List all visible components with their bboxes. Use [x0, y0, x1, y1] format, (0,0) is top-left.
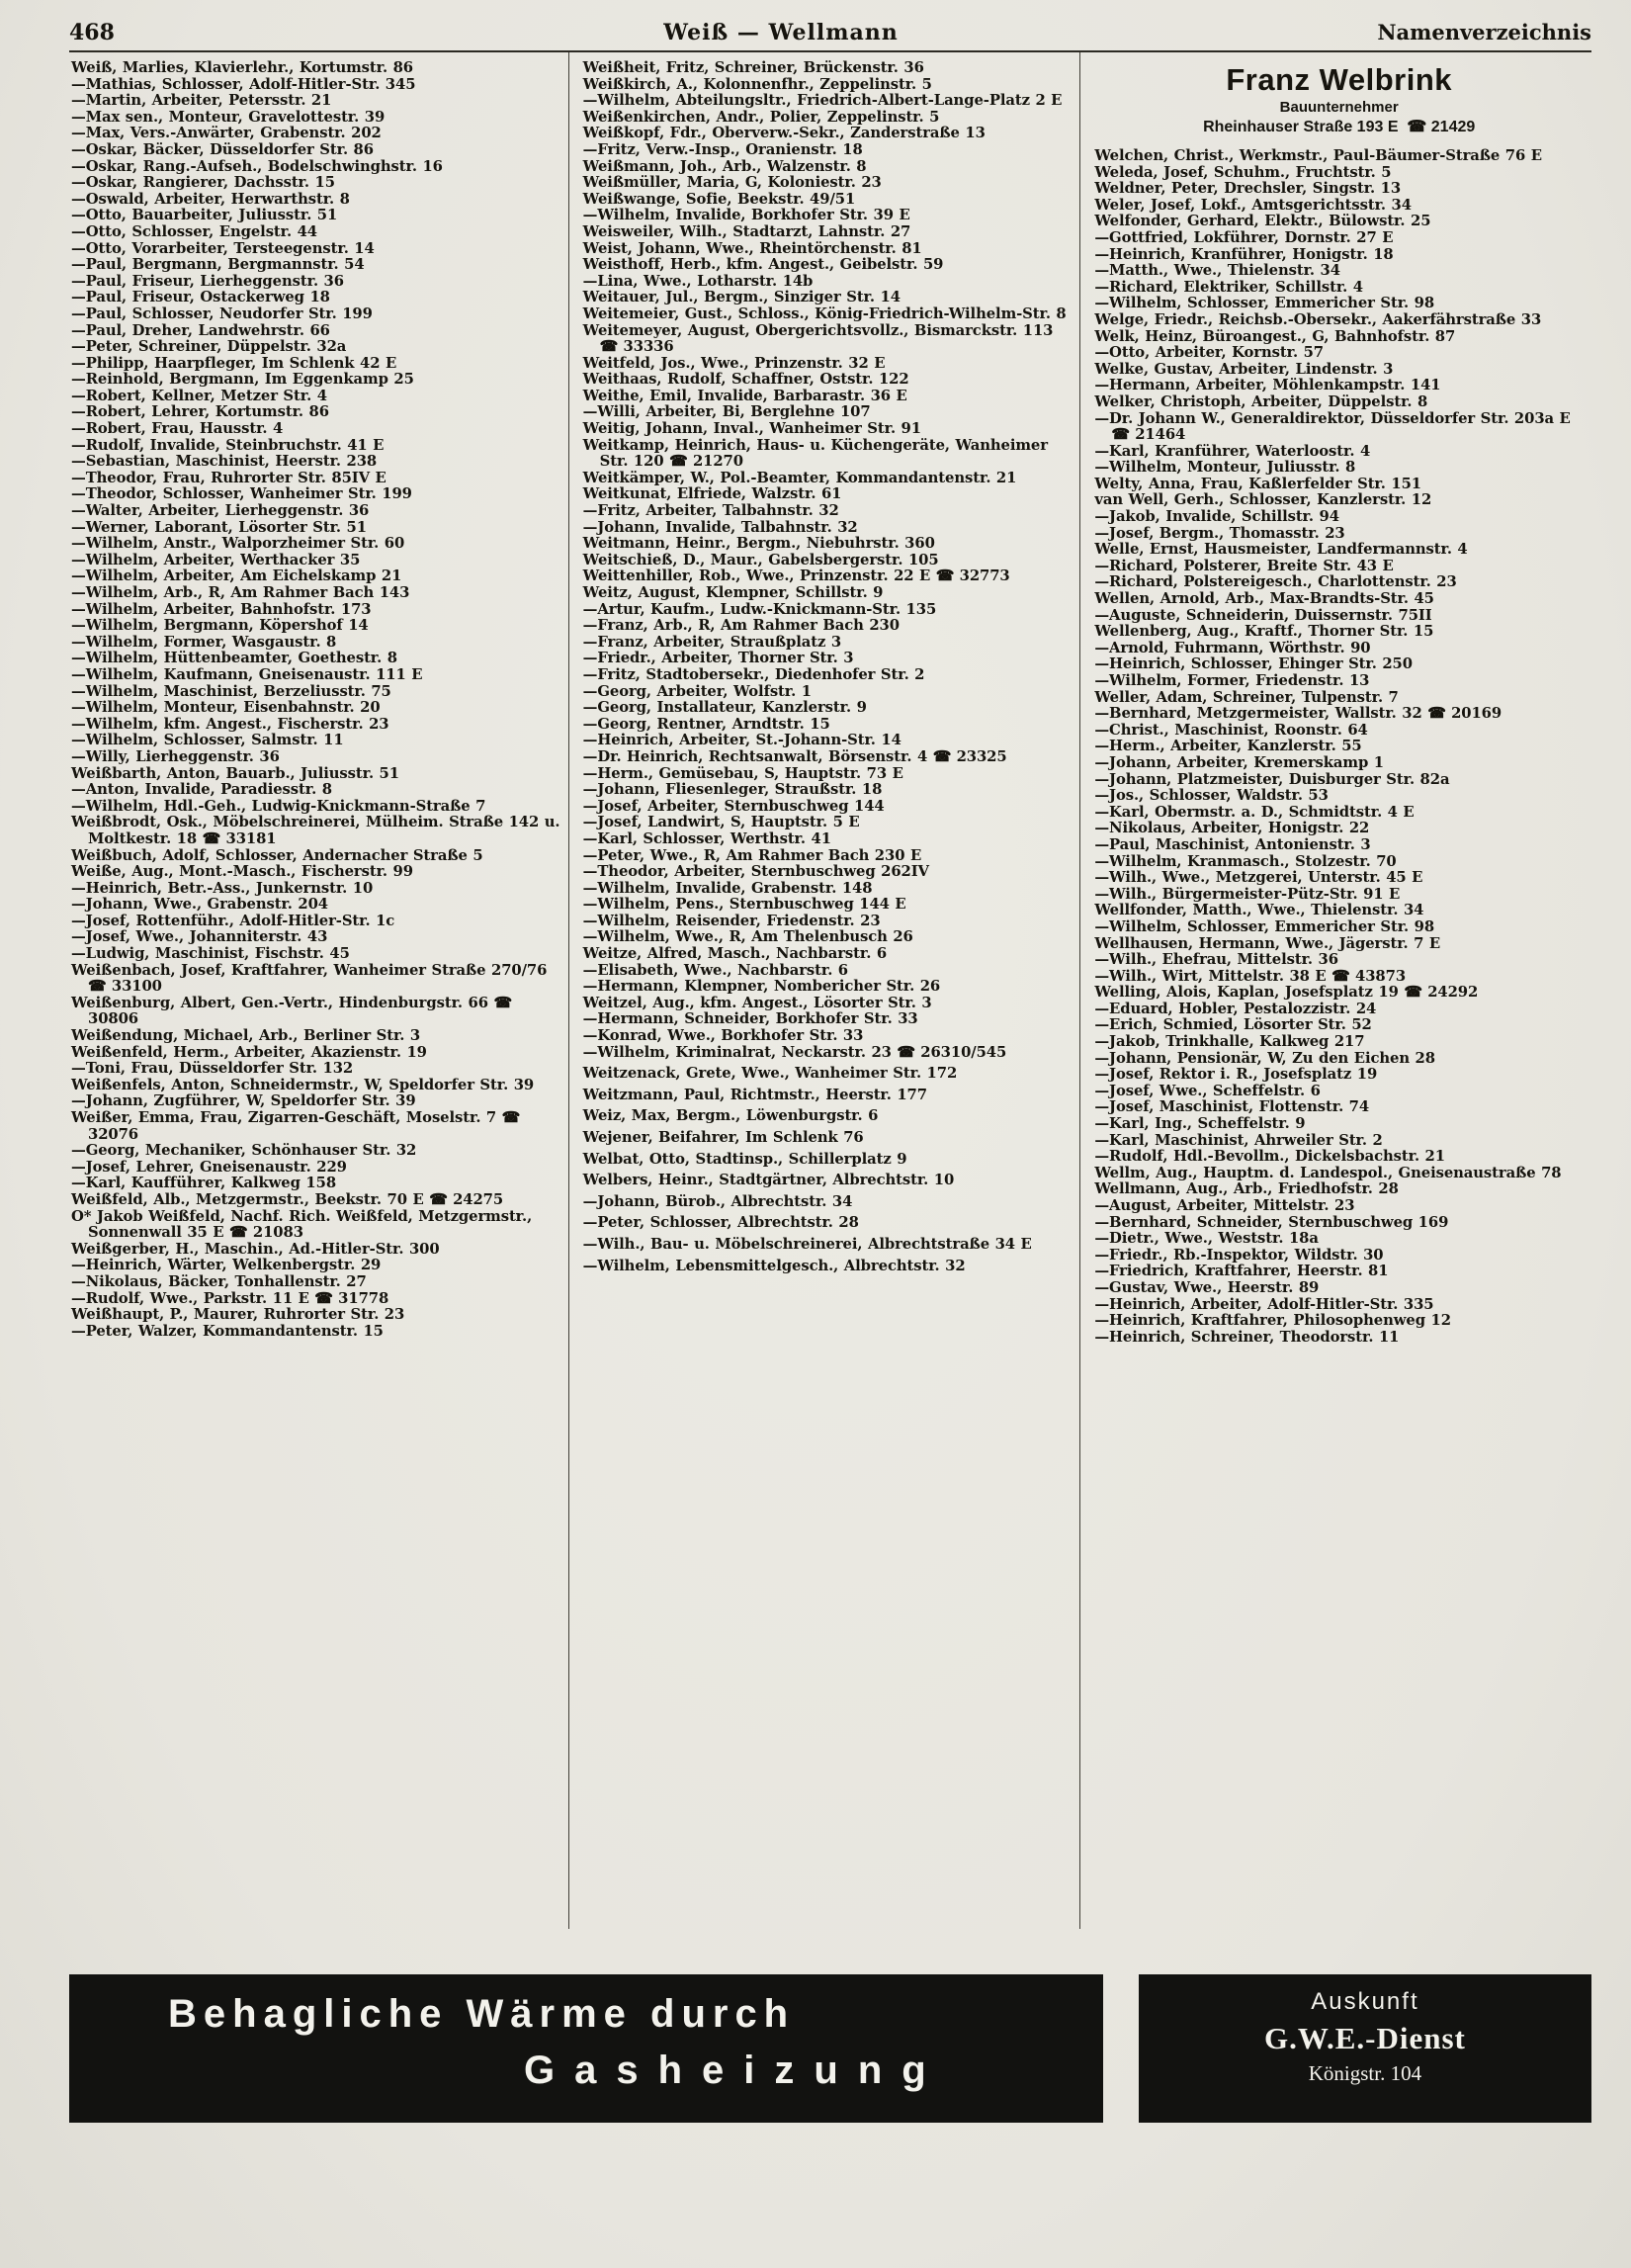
directory-entry: —Arnold, Fuhrmann, Wörthstr. 90: [1094, 639, 1371, 656]
directory-entry: —Otto, Bauarbeiter, Juliusstr. 51: [71, 207, 338, 224]
directory-entry: —Wilhelm, Arbeiter, Am Eichelskamp 21: [71, 567, 402, 585]
directory-entry: Welge, Friedr., Reichsb.-Obersekr., Aakerfährstraße 33: [1094, 310, 1542, 328]
directory-entry: —Nikolaus, Bäcker, Tonhallenstr. 27: [71, 1272, 367, 1290]
directory-entry: —Lina, Wwe., Lotharstr. 14b: [582, 272, 814, 290]
directory-entry: Welbers, Heinr., Stadtgärtner, Albrechtstr. 10: [582, 1172, 955, 1189]
welbrink-ad-address: [1094, 117, 1584, 136]
column-3: [1079, 52, 1591, 1929]
directory-entry: —Josef, Bergm., Thomasstr. 23: [1094, 524, 1345, 542]
directory-entry: —Max, Vers.-Anwärter, Grabenstr. 202: [71, 125, 382, 142]
directory-entry: —Willi, Arbeiter, Bi, Berglehne 107: [582, 403, 871, 421]
directory-entry: —Josef, Rektor i. R., Josefsplatz 19: [1094, 1066, 1378, 1084]
directory-entry: —Theodor, Frau, Ruhrorter Str. 85IV E: [71, 469, 386, 486]
directory-entry: —Wilhelm, Invalide, Grabenstr. 148: [582, 879, 873, 897]
directory-entry: Welbat, Otto, Stadtinsp., Schillerplatz 9: [582, 1150, 907, 1168]
directory-entry: Weißhaupt, P., Maurer, Ruhrorter Str. 23: [71, 1306, 405, 1324]
directory-entry: —Gottfried, Lokführer, Dornstr. 27 E: [1094, 228, 1394, 246]
directory-entry: —Jakob, Trinkhalle, Kalkweg 217: [1094, 1033, 1365, 1051]
directory-entry: Weißfeld, Alb., Metzgermstr., Beekstr. 70 E ☎ 24275: [71, 1190, 504, 1208]
directory-entry: Weitfeld, Jos., Wwe., Prinzenstr. 32 E: [582, 354, 886, 372]
directory-entry: —Karl, Maschinist, Ahrweiler Str. 2: [1094, 1131, 1383, 1149]
column-3-entries: [1094, 148, 1584, 1346]
welbrink-ad-name: Franz Welbrink: [1226, 62, 1452, 97]
directory-entry: —Eduard, Hobler, Pestalozzistr. 24: [1094, 1000, 1377, 1017]
directory-entry: —Jakob, Invalide, Schillstr. 94: [1094, 508, 1339, 526]
directory-entry: —Johann, Arbeiter, Kremerskamp 1: [1094, 753, 1384, 771]
directory-entry: Weler, Josef, Lokf., Amtsgerichtsstr. 34: [1094, 196, 1412, 214]
directory-entry: —Josef, Landwirt, S, Hauptstr. 5 E: [582, 814, 860, 831]
directory-entry: —Otto, Schlosser, Engelstr. 44: [71, 222, 317, 240]
gwe-ad-line3: Königstr. 104: [1308, 2061, 1422, 2085]
directory-entry: —Heinrich, Kraftfahrer, Philosophenweg 12: [1094, 1312, 1451, 1330]
directory-entry: —Rudolf, Wwe., Parkstr. 11 E ☎ 31778: [71, 1289, 389, 1307]
welbrink-ad: [1094, 62, 1584, 136]
directory-entry: Weithaas, Rudolf, Schaffner, Oststr. 122: [582, 371, 909, 389]
directory-entry: —Wilhelm, Kriminalrat, Neckarstr. 23 ☎ 26310/545: [582, 1043, 1007, 1061]
directory-entry: —Dietr., Wwe., Weststr. 18a: [1094, 1230, 1319, 1248]
directory-entry: —Dr. Johann W., Generaldirektor, Düsseldorfer Str. 203a E ☎ 21464: [1094, 409, 1571, 444]
directory-entry: —Wilh., Wwe., Metzgerei, Unterstr. 45 E: [1094, 869, 1423, 887]
directory-entry: —Wilh., Bau- u. Möbelschreinerei, Albrechtstraße 34 E: [582, 1235, 1032, 1253]
directory-entry: Weißendung, Michael, Arb., Berliner Str. 3: [71, 1027, 421, 1045]
column-2-entries: [583, 60, 1073, 1274]
directory-entry: —Josef, Wwe., Johanniterstr. 43: [71, 928, 328, 946]
directory-entry: —Erich, Schmied, Lösorter Str. 52: [1094, 1016, 1372, 1034]
directory-entry: —Werner, Laborant, Lösorter Str. 51: [71, 518, 367, 536]
directory-entry: Welke, Gustav, Arbeiter, Lindenstr. 3: [1094, 360, 1394, 378]
directory-entry: —Wilh., Ehefrau, Mittelstr. 36: [1094, 951, 1338, 969]
directory-entry: —Wilhelm, Schlosser, Emmericher Str. 98: [1094, 295, 1435, 312]
directory-entry: —Hermann, Schneider, Borkhofer Str. 33: [582, 1010, 918, 1028]
directory-entry: —Robert, Lehrer, Kortumstr. 86: [71, 403, 329, 421]
directory-entry: Weitemeyer, August, Obergerichtsvollz., Bismarckstr. 113 ☎ 33336: [582, 321, 1054, 356]
directory-entry: Weitkämper, W., Pol.-Beamter, Kommandantenstr. 21: [582, 469, 1017, 486]
welbrink-ad-phone: 21429: [1430, 119, 1476, 135]
directory-entry: —Heinrich, Schreiner, Theodorstr. 11: [1094, 1328, 1400, 1346]
directory-entry: —Josef, Rottenführ., Adolf-Hitler-Str. 1c: [71, 912, 395, 929]
directory-entry: —Josef, Lehrer, Gneisenaustr. 229: [71, 1158, 347, 1176]
directory-entry: —Karl, Kranführer, Waterloostr. 4: [1094, 442, 1371, 460]
directory-entry: Wellfonder, Matth., Wwe., Thielenstr. 34: [1094, 902, 1424, 919]
directory-entry: Weist, Johann, Wwe., Rheintörchenstr. 81: [582, 239, 922, 257]
directory-entry: —Heinrich, Schlosser, Ehinger Str. 250: [1094, 655, 1413, 673]
directory-entry: —Gustav, Wwe., Heerstr. 89: [1094, 1278, 1320, 1296]
directory-entry: —Oskar, Rangierer, Dachsstr. 15: [71, 174, 335, 192]
directory-entry: O* Jakob Weißfeld, Nachf. Rich. Weißfeld, Metzgermstr., Sonnenwall 35 E ☎ 21083: [71, 1207, 533, 1242]
directory-entry: —Wilhelm, Arb., R, Am Rahmer Bach 143: [71, 584, 410, 601]
directory-entry: Welker, Christoph, Arbeiter, Düppelstr. 8: [1094, 393, 1428, 410]
directory-entry: Weitemeier, Gust., Schloss., König-Friedrich-Wilhelm-Str. 8: [582, 305, 1067, 322]
gwe-ad-line2: G.W.E.-Dienst: [1263, 2021, 1466, 2055]
directory-entry: —Paul, Friseur, Ostackerweg 18: [71, 289, 330, 306]
directory-entry: Weitauer, Jul., Bergm., Sinziger Str. 14: [582, 289, 901, 306]
directory-entry: Weißbrodt, Osk., Möbelschreinerei, Mülheim. Straße 142 u. Moltkestr. 18 ☎ 33181: [71, 814, 560, 847]
directory-entry: —Matth., Wwe., Thielenstr. 34: [1094, 262, 1340, 280]
directory-entry: —Heinrich, Wärter, Welkenbergstr. 29: [71, 1257, 382, 1274]
directory-entry: —Wilhelm, Monteur, Eisenbahnstr. 20: [71, 699, 381, 717]
directory-entry: Wellen, Arnold, Arb., Max-Brandts-Str. 45: [1094, 590, 1434, 608]
directory-entry: —Jos., Schlosser, Waldstr. 53: [1094, 787, 1329, 805]
directory-entry: —Georg, Mechaniker, Schönhauser Str. 32: [71, 1142, 417, 1160]
directory-entry: Weitzmann, Paul, Richtmstr., Heerstr. 177: [582, 1086, 927, 1103]
directory-entry: —Walter, Arbeiter, Lierheggenstr. 36: [71, 502, 370, 520]
directory-entry: Welfonder, Gerhard, Elektr., Bülowstr. 25: [1094, 213, 1431, 230]
directory-entry: —Heinrich, Arbeiter, St.-Johann-Str. 14: [582, 732, 901, 749]
directory-entry: —Wilhelm, Former, Wasgaustr. 8: [71, 633, 337, 651]
directory-entry: —Peter, Wwe., R, Am Rahmer Bach 230 E: [582, 846, 922, 864]
directory-entry: Weitz, August, Klempner, Schillstr. 9: [582, 584, 884, 601]
directory-entry: Weißenfeld, Herm., Arbeiter, Akazienstr. 19: [71, 1043, 427, 1061]
directory-entry: —Oswald, Arbeiter, Herwarthstr. 8: [71, 190, 350, 208]
directory-entry: —Karl, Obermstr. a. D., Schmidtstr. 4 E: [1094, 803, 1415, 821]
directory-entry: Welty, Anna, Frau, Kaßlerfelder Str. 151: [1094, 475, 1421, 492]
directory-entry: —Karl, Ing., Scheffelstr. 9: [1094, 1115, 1306, 1133]
page-number: 468: [69, 20, 115, 45]
directory-entry: Weißgerber, H., Maschin., Ad.-Hitler-Str. 300: [71, 1240, 440, 1258]
directory-entry: Weitschieß, D., Maur., Gabelsbergerstr. 105: [582, 551, 939, 568]
directory-entry: Weittenhiller, Rob., Wwe., Prinzenstr. 22 E ☎ 32773: [582, 567, 1010, 585]
directory-entry: —Peter, Walzer, Kommandantenstr. 15: [71, 1322, 384, 1340]
directory-entry: —Johann, Fliesenleger, Straußstr. 18: [582, 781, 883, 799]
directory-entry: Weleda, Josef, Schuhm., Fruchtstr. 5: [1094, 163, 1392, 181]
directory-entry: —Willy, Lierheggenstr. 36: [71, 747, 280, 765]
directory-entry: —August, Arbeiter, Mittelstr. 23: [1094, 1197, 1355, 1214]
directory-entry: Wellenberg, Aug., Kraftf., Thorner Str. 15: [1094, 623, 1434, 641]
directory-entry: Weißkirch, A., Kolonnenfhr., Zeppelinstr. 5: [582, 75, 932, 93]
directory-entry: —Wilhelm, Bergmann, Köpershof 14: [71, 617, 369, 635]
directory-entry: —Bernhard, Metzgermeister, Wallstr. 32 ☎ 20169: [1094, 705, 1502, 723]
directory-entry: —Georg, Arbeiter, Wolfstr. 1: [582, 682, 812, 700]
welbrink-ad-subtitle: Bauunternehmer: [1279, 99, 1399, 116]
directory-entry: —Wilhelm, Hüttenbeamter, Goethestr. 8: [71, 650, 397, 667]
directory-entry: —Fritz, Arbeiter, Talbahnstr. 32: [582, 502, 839, 520]
directory-entry: —Christ., Maschinist, Roonstr. 64: [1094, 721, 1368, 739]
bottom-ads: [69, 1974, 1591, 2123]
directory-entry: —Paul, Dreher, Landwehrstr. 66: [71, 321, 330, 339]
directory-entry: —Johann, Platzmeister, Duisburger Str. 82a: [1094, 770, 1450, 788]
column-2: [568, 52, 1080, 1929]
directory-entry: —Franz, Arb., R, Am Rahmer Bach 230: [582, 617, 900, 635]
directory-entry: Welle, Ernst, Hausmeister, Landfermannstr. 4: [1094, 541, 1468, 559]
page-title: Weiß — Wellmann: [663, 20, 899, 45]
directory-entry: —Anton, Invalide, Paradiesstr. 8: [71, 781, 332, 799]
directory-entry: Weitzenack, Grete, Wwe., Wanheimer Str. 172: [582, 1065, 958, 1083]
directory-entry: —Georg, Installateur, Kanzlerstr. 9: [582, 699, 867, 717]
directory-entry: Welk, Heinz, Büroangest., G, Bahnhofstr. 87: [1094, 327, 1456, 345]
section-title: Namenverzeichnis: [1377, 20, 1591, 44]
directory-entry: Weißheit, Fritz, Schreiner, Brückenstr. 36: [582, 59, 924, 76]
directory-entry: —Friedrich, Kraftfahrer, Heerstr. 81: [1094, 1263, 1389, 1280]
directory-entry: Weiß, Marlies, Klavierlehr., Kortumstr. 86: [71, 59, 413, 76]
directory-entry: —Rudolf, Invalide, Steinbruchstr. 41 E: [71, 436, 385, 454]
directory-entry: —Paul, Schlosser, Neudorfer Str. 199: [71, 305, 373, 322]
directory-entry: —Theodor, Schlosser, Wanheimer Str. 199: [71, 485, 412, 503]
directory-entry: —Auguste, Schneiderin, Duissernstr. 75II: [1094, 606, 1432, 624]
phone-icon: ☎: [1407, 119, 1427, 135]
directory-entry: —Josef, Wwe., Scheffelstr. 6: [1094, 1082, 1321, 1099]
directory-entry: —Heinrich, Kranführer, Honigstr. 18: [1094, 245, 1394, 263]
directory-entry: —Johann, Pensionär, W, Zu den Eichen 28: [1094, 1049, 1435, 1067]
directory-entry: —Hermann, Klempner, Nombericher Str. 26: [582, 978, 941, 996]
directory-entry: —Bernhard, Schneider, Sternbuschweg 169: [1094, 1213, 1449, 1231]
directory-entry: —Wilhelm, kfm. Angest., Fischerstr. 23: [71, 715, 389, 733]
directory-entry: —Johann, Wwe., Grabenstr. 204: [71, 896, 328, 914]
gas-ad-line1: Behagliche Wärme durch: [168, 1992, 796, 2036]
directory-entry: Weißenburg, Albert, Gen.-Vertr., Hindenburgstr. 66 ☎ 30806: [71, 994, 512, 1028]
directory-entry: Weiz, Max, Bergm., Löwenburgstr. 6: [582, 1107, 879, 1125]
directory-entry: —Herm., Gemüsebau, S, Hauptstr. 73 E: [582, 764, 903, 782]
directory-entry: —Wilhelm, Kaufmann, Gneisenaustr. 111 E: [71, 665, 423, 683]
directory-entry: —Heinrich, Arbeiter, Adolf-Hitler-Str. 335: [1094, 1295, 1434, 1313]
directory-entry: —Peter, Schlosser, Albrechtstr. 28: [582, 1214, 859, 1232]
directory-entry: —Richard, Polsterer, Breite Str. 43 E: [1094, 557, 1394, 574]
directory-entry: —Karl, Schlosser, Werthstr. 41: [582, 829, 831, 847]
directory-entry: van Well, Gerh., Schlosser, Kanzlerstr. 12: [1094, 491, 1432, 509]
directory-entry: —Wilhelm, Monteur, Juliusstr. 8: [1094, 459, 1356, 477]
directory-entry: —Hermann, Arbeiter, Möhlenkampstr. 141: [1094, 377, 1441, 394]
directory-entry: —Philipp, Haarpfleger, Im Schlenk 42 E: [71, 354, 397, 372]
directory-entry: —Nikolaus, Arbeiter, Honigstr. 22: [1094, 820, 1370, 837]
directory-entry: —Max sen., Monteur, Gravelottestr. 39: [71, 108, 386, 126]
directory-entry: —Georg, Rentner, Arndtstr. 15: [582, 715, 830, 733]
directory-entry: Weißkopf, Fdr., Oberverw.-Sekr., Zanderstraße 13: [582, 125, 986, 142]
column-1: [69, 52, 568, 1929]
directory-entry: —Wilhelm, Arbeiter, Werthacker 35: [71, 551, 361, 568]
directory-entry: Weisweiler, Wilh., Stadtarzt, Lahnstr. 27: [582, 222, 911, 240]
directory-entry: Weißwange, Sofie, Beekstr. 49/51: [582, 190, 856, 208]
directory-entry: —Wilhelm, Reisender, Friedenstr. 23: [582, 912, 881, 929]
directory-entry: Wellm, Aug., Hauptm. d. Landespol., Gneisenaustraße 78: [1094, 1164, 1562, 1181]
directory-entry: Weiße, Aug., Mont.-Masch., Fischerstr. 99: [71, 863, 413, 881]
directory-entry: Weißenbach, Josef, Kraftfahrer, Wanheimer Straße 270/76 ☎ 33100: [71, 961, 548, 996]
column-1-entries: [71, 60, 560, 1340]
directory-entry: —Dr. Heinrich, Rechtsanwalt, Börsenstr. 4 ☎ 23325: [582, 747, 1007, 765]
directory-entry: Welling, Alois, Kaplan, Josefsplatz 19 ☎ 24292: [1094, 984, 1479, 1002]
directory-entry: —Reinhold, Bergmann, Im Eggenkamp 25: [71, 371, 414, 389]
directory-entry: —Wilhelm, Anstr., Walporzheimer Str. 60: [71, 535, 405, 553]
directory-entry: Weller, Adam, Schreiner, Tulpenstr. 7: [1094, 688, 1399, 706]
gwe-info-ad: [1139, 1974, 1591, 2123]
gwe-ad-line1: Auskunft: [1311, 1988, 1419, 2015]
directory-entry: —Theodor, Arbeiter, Sternbuschweg 262IV: [582, 863, 929, 881]
directory-entry: Weldner, Peter, Drechsler, Singstr. 13: [1094, 180, 1402, 198]
directory-entry: —Wilhelm, Invalide, Borkhofer Str. 39 E: [582, 207, 910, 224]
directory-entry: —Johann, Zugführer, W, Speldorfer Str. 39: [71, 1092, 416, 1110]
directory-entry: —Peter, Schreiner, Düppelstr. 32a: [71, 338, 347, 356]
directory-entry: —Wilhelm, Schlosser, Emmericher Str. 98: [1094, 917, 1435, 935]
directory-entry: —Josef, Maschinist, Flottenstr. 74: [1094, 1098, 1370, 1116]
directory-entry: —Wilhelm, Kranmasch., Stolzestr. 70: [1094, 852, 1397, 870]
directory-entry: —Ludwig, Maschinist, Fischstr. 45: [71, 945, 350, 963]
directory-entry: —Wilhelm, Wwe., R, Am Thelenbusch 26: [582, 928, 913, 946]
directory-entry: —Friedr., Rb.-Inspektor, Wildstr. 30: [1094, 1246, 1384, 1264]
directory-entry: —Wilh., Bürgermeister-Pütz-Str. 91 E: [1094, 885, 1401, 903]
directory-entry: —Fritz, Verw.-Insp., Oranienstr. 18: [582, 140, 863, 158]
directory-entry: Weißmann, Joh., Arb., Walzenstr. 8: [582, 157, 867, 175]
directory-entry: —Konrad, Wwe., Borkhofer Str. 33: [582, 1027, 864, 1045]
directory-entry: —Elisabeth, Wwe., Nachbarstr. 6: [582, 961, 848, 979]
directory-entry: —Fritz, Stadtobersekr., Diedenhofer Str. 2: [582, 665, 925, 683]
directory-entry: —Otto, Vorarbeiter, Tersteegenstr. 14: [71, 239, 375, 257]
gas-heating-ad: [69, 1974, 1103, 2123]
directory-entry: Weitzel, Aug., kfm. Angest., Lösorter Str. 3: [582, 994, 932, 1011]
directory-entry: —Rudolf, Hdl.-Bevollm., Dickelsbachstr. 21: [1094, 1148, 1445, 1166]
directory-entry: —Mathias, Schlosser, Adolf-Hitler-Str. 345: [71, 75, 416, 93]
directory-entry: —Wilhelm, Abteilungsltr., Friedrich-Albert-Lange-Platz 2 E: [582, 92, 1063, 110]
directory-entry: —Wilhelm, Hdl.-Geh., Ludwig-Knickmann-Straße 7: [71, 797, 486, 815]
directory-entry: Wellmann, Aug., Arb., Friedhofstr. 28: [1094, 1180, 1399, 1198]
directory-entry: —Artur, Kaufm., Ludw.-Knickmann-Str. 135: [582, 600, 937, 618]
directory-entry: Weithe, Emil, Invalide, Barbarastr. 36 E: [582, 387, 907, 404]
directory-entry: Weißenfels, Anton, Schneidermstr., W, Speldorfer Str. 39: [71, 1076, 535, 1093]
directory-entry: —Johann, Bürob., Albrechtstr. 34: [582, 1192, 853, 1210]
gas-ad-line2: Gasheizung: [524, 2049, 946, 2092]
directory-entry: Weißmüller, Maria, G, Koloniestr. 23: [582, 174, 882, 192]
directory-entry: Weißbuch, Adolf, Schlosser, Andernacher Straße 5: [71, 846, 483, 864]
directory-entry: —Wilhelm, Arbeiter, Bahnhofstr. 173: [71, 600, 372, 618]
directory-entry: —Richard, Elektriker, Schillstr. 4: [1094, 278, 1363, 296]
directory-entry: —Oskar, Bäcker, Düsseldorfer Str. 86: [71, 140, 374, 158]
directory-entry: —Friedr., Arbeiter, Thorner Str. 3: [582, 650, 854, 667]
directory-entry: Weißbarth, Anton, Bauarb., Juliusstr. 51: [71, 764, 399, 782]
directory-entry: —Johann, Invalide, Talbahnstr. 32: [582, 518, 858, 536]
directory-entry: —Richard, Polstereigesch., Charlottenstr. 23: [1094, 573, 1457, 591]
directory-entry: —Josef, Arbeiter, Sternbuschweg 144: [582, 797, 885, 815]
directory-entry: —Paul, Friseur, Lierheggenstr. 36: [71, 272, 344, 290]
directory-entry: —Karl, Kaufführer, Kalkweg 158: [71, 1175, 337, 1192]
directory-entry: Wejener, Beifahrer, Im Schlenk 76: [582, 1129, 864, 1146]
directory-entry: —Robert, Frau, Hausstr. 4: [71, 420, 284, 438]
directory-entry: —Wilhelm, Maschinist, Berzeliusstr. 75: [71, 682, 391, 700]
directory-entry: —Wilhelm, Lebensmittelgesch., Albrechtstr. 32: [582, 1257, 966, 1274]
directory-entry: —Oskar, Rang.-Aufseh., Bodelschwinghstr. 16: [71, 157, 443, 175]
directory-entry: Welchen, Christ., Werkmstr., Paul-Bäumer-Straße 76 E: [1094, 147, 1542, 164]
directory-entry: Weißenkirchen, Andr., Polier, Zeppelinstr. 5: [582, 108, 940, 126]
directory-entry: Weisthoff, Herb., kfm. Angest., Geibelstr. 59: [582, 256, 944, 274]
directory-entry: —Robert, Kellner, Metzer Str. 4: [71, 387, 327, 404]
welbrink-ad-street: Rheinhauser Straße 193 E: [1203, 119, 1399, 135]
directory-entry: —Wilhelm, Schlosser, Salmstr. 11: [71, 732, 344, 749]
directory-entry: —Otto, Arbeiter, Kornstr. 57: [1094, 344, 1324, 362]
directory-entry: Weitig, Johann, Inval., Wanheimer Str. 91: [582, 420, 921, 438]
directory-entry: Weißer, Emma, Frau, Zigarren-Geschäft, Moselstr. 7 ☎ 32076: [71, 1109, 520, 1143]
directory-entry: —Wilhelm, Former, Friedenstr. 13: [1094, 672, 1370, 689]
directory-entry: Weitze, Alfred, Masch., Nachbarstr. 6: [582, 945, 888, 963]
directory-entry: —Wilhelm, Pens., Sternbuschweg 144 E: [582, 896, 906, 914]
directory-entry: —Toni, Frau, Düsseldorfer Str. 132: [71, 1060, 354, 1078]
directory-entry: —Heinrich, Betr.-Ass., Junkernstr. 10: [71, 879, 374, 897]
directory-entry: Weitkunat, Elfriede, Walzstr. 61: [582, 485, 842, 503]
page-header: [69, 20, 1591, 52]
directory-entry: —Herm., Arbeiter, Kanzlerstr. 55: [1094, 738, 1362, 755]
directory-entry: —Franz, Arbeiter, Straußplatz 3: [582, 633, 842, 651]
directory-entry: Weitkamp, Heinrich, Haus- u. Küchengeräte, Wanheimer Str. 120 ☎ 21270: [582, 436, 1048, 471]
directory-entry: Weitmann, Heinr., Bergm., Niebuhrstr. 360: [582, 535, 935, 553]
directory-entry: —Martin, Arbeiter, Petersstr. 21: [71, 92, 332, 110]
directory-entry: —Paul, Bergmann, Bergmannstr. 54: [71, 256, 365, 274]
directory-columns: [69, 52, 1591, 1929]
directory-entry: —Paul, Maschinist, Antonienstr. 3: [1094, 835, 1371, 853]
directory-entry: Wellhausen, Hermann, Wwe., Jägerstr. 7 E: [1094, 934, 1441, 952]
directory-entry: —Sebastian, Maschinist, Heerstr. 238: [71, 453, 378, 471]
directory-entry: —Wilh., Wirt, Mittelstr. 38 E ☎ 43873: [1094, 967, 1407, 985]
